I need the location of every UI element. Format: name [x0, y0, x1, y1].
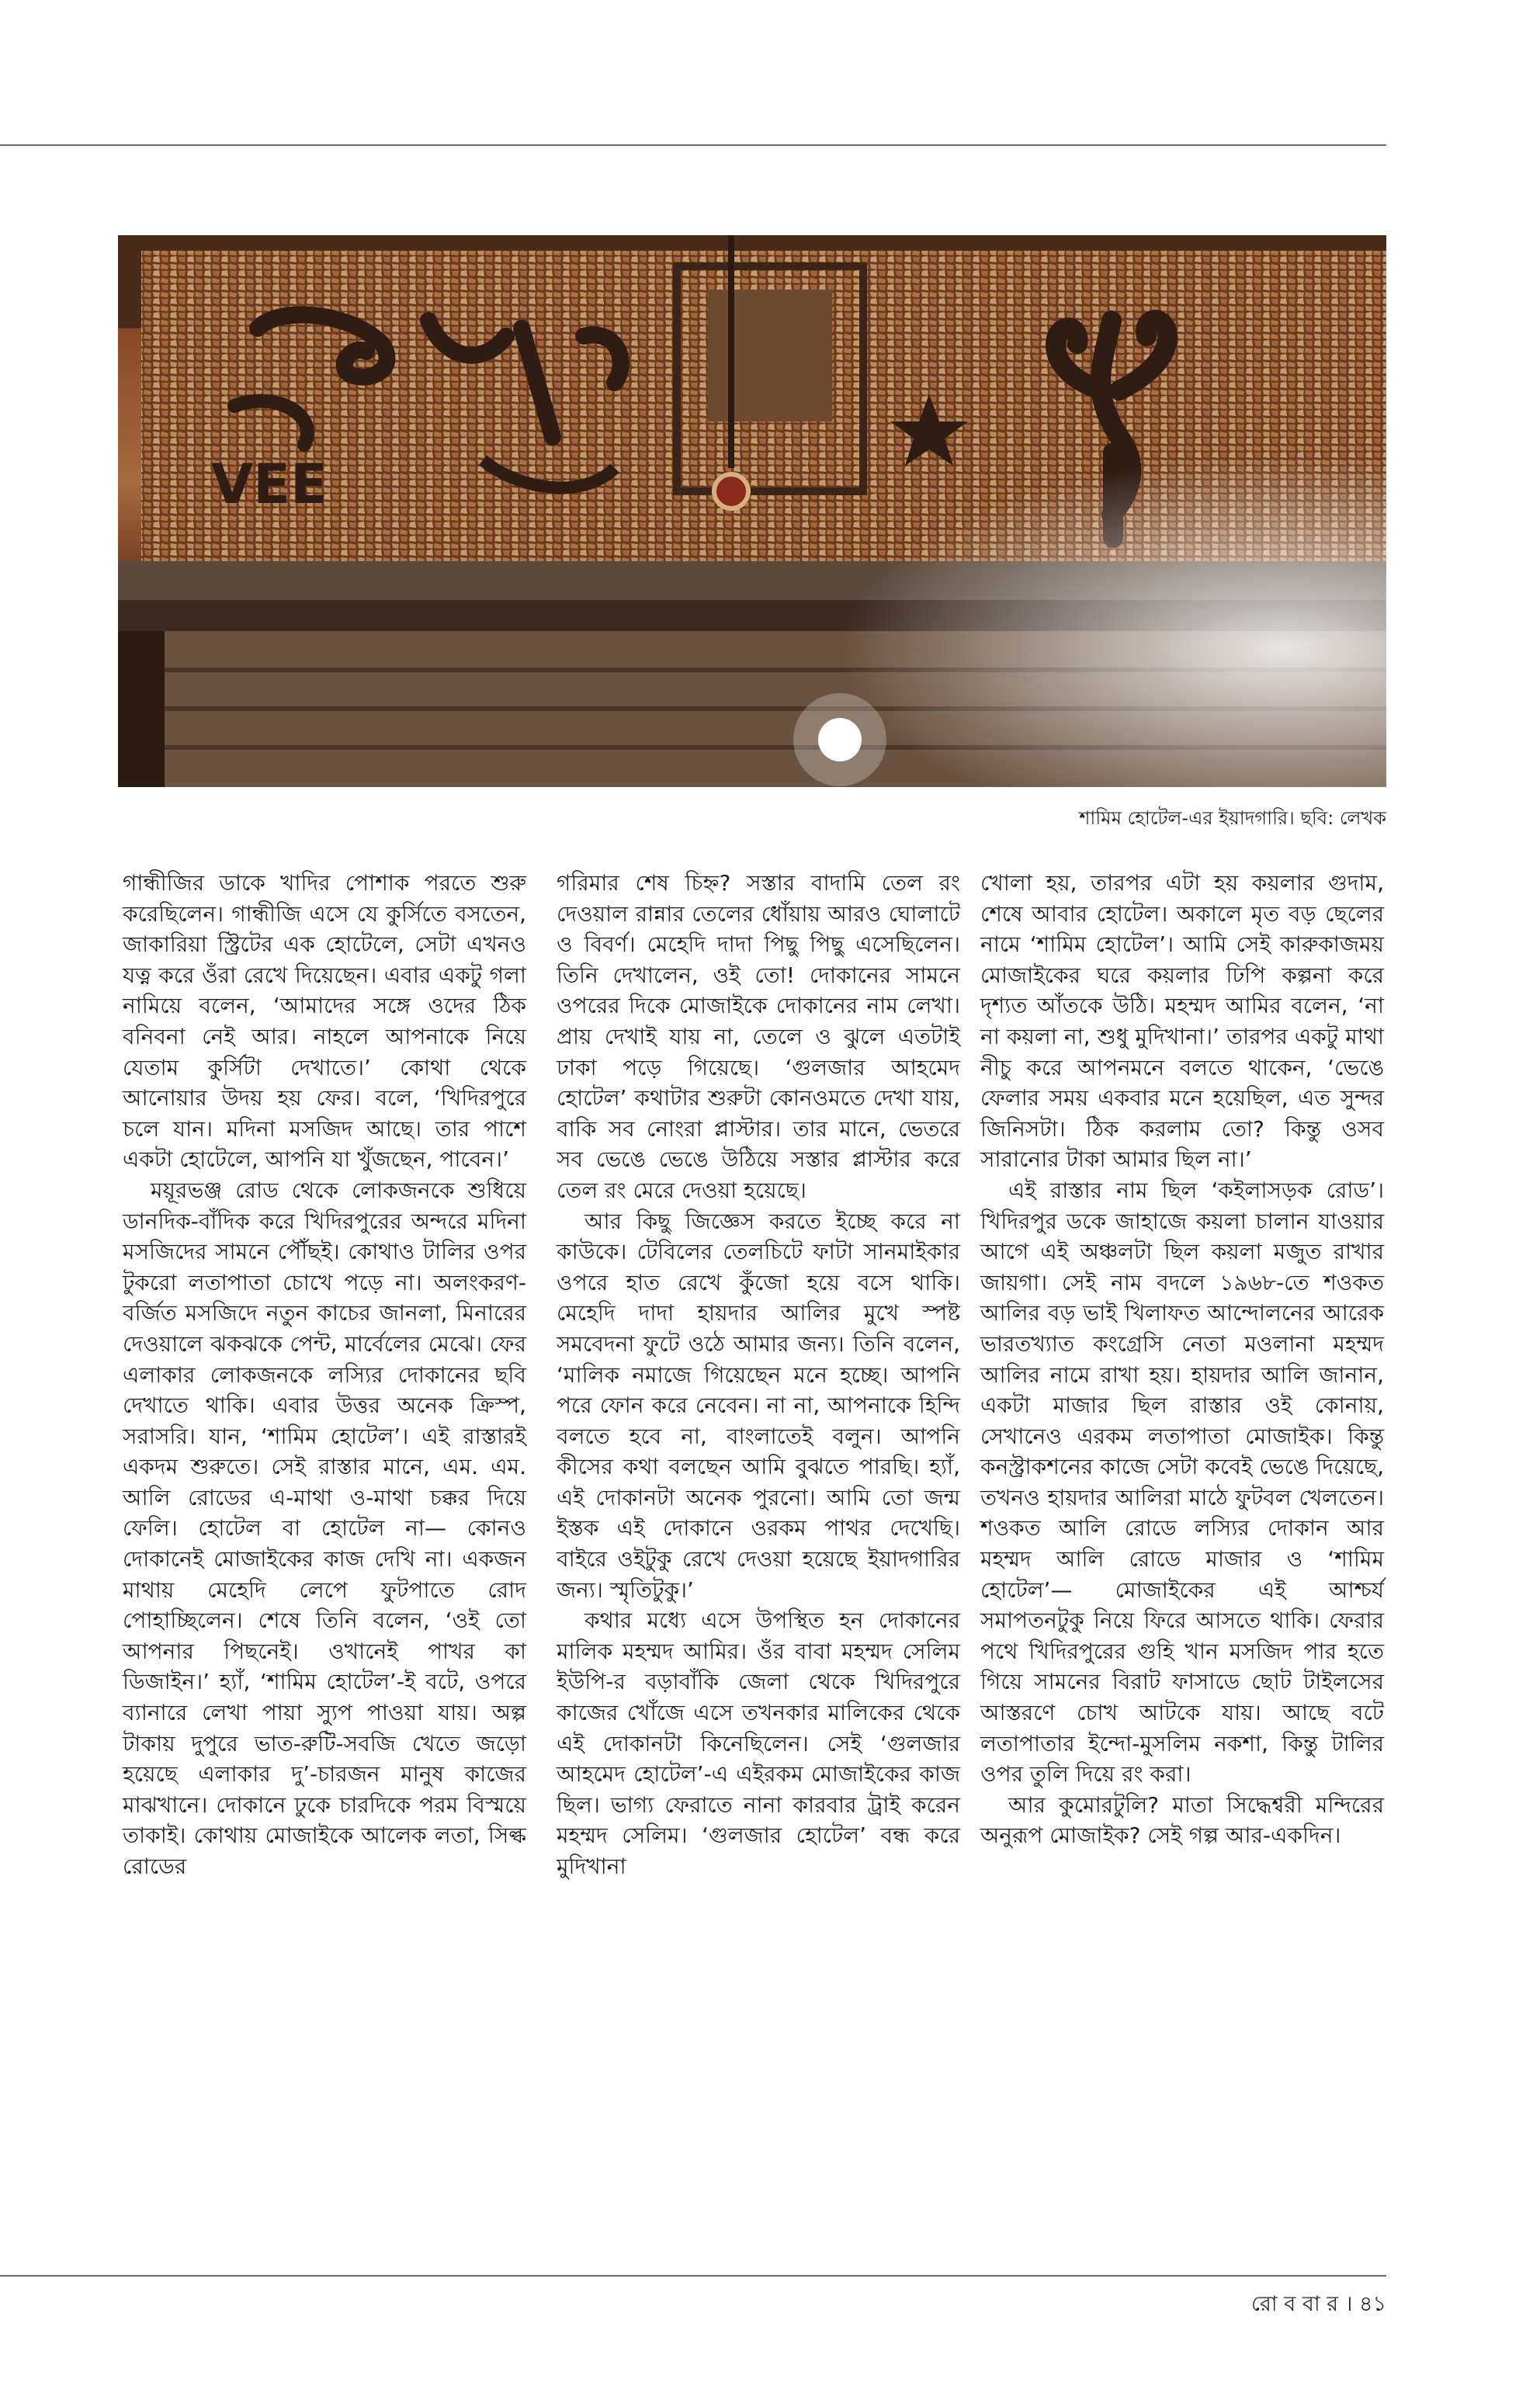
photo-caption: শামিম হোটেল-এর ইয়াদগারি। ছবি: লেখক: [1079, 807, 1386, 829]
article-column-3: [980, 868, 1384, 1851]
footer-separator: ।: [1344, 2292, 1353, 2316]
paragraph: গান্ধীজির ডাকে খাদির পোশাক পরতে শুরু করেছিলেন। গান্ধীজি এসে যে কুর্সিতে বসতেন, জাকারিয়া স্ট্রিটের এক হোটেলে, সেটা এখনও যত্ন করে ওঁরা রেখে দিয়েছেন। এবার একটু গলা নামিয়ে বলেন, ‘আমাদের সঙ্গে ওদের ঠিক বনিবনা নেই আর। নাহলে আপনাকে নিয়ে যেতাম কুর্সিটা দেখাতে।’ কোথা থেকে আনোয়ার উদয় হয় ফের। বলে, ‘খিদিরপুরে চলে যান। মদিনা মসজিদ আছে। তার পাশে একটা হোটেলে, আপনি যা খুঁজছেন, পাবেন।’: [123, 870, 526, 1173]
bottom-rule: [0, 2275, 1386, 2277]
paragraph: আর কিছু জিজ্ঞেস করতে ইচ্ছে করে না কাউকে। টেবিলের তেলচিটে ফাটা সানমাইকার ওপরে হাত রেখে কুঁজো হয়ে বসে থাকি। মেহেদি দাদা হায়দার আলির মুখে স্পষ্ট সমবেদনা ফুটে ওঠে আমার জন্য। তিনি বলেন, ‘মালিক নমাজে গিয়েছেন মনে হচ্ছে। আপনি পরে ফোন করে নেবেন। না না, আপনাকে হিন্দি বলতে হবে না, বাংলাতেই বলুন। আপনি কীসের কথা বলছেন আমি বুঝতে পারছি। হ্যাঁ, এই দোকানটা অনেক পুরনো। আমি তো জন্ম ইস্তক এই দোকানে ওরকম পাথর দেখেছি। বাইরে ওইটুকু রেখে দেওয়া হয়েছে ইয়াদগারির জন্য। স্মৃতিটুকু।’: [557, 1208, 960, 1603]
paragraph: ময়ূরভঞ্জ রোড থেকে লোকজনকে শুধিয়ে ডানদিক-বাঁদিক করে খিদিরপুরের অন্দরে মদিনা মসজিদের সামনে পৌঁছই। কোথাও টালির ওপর টুকরো লতাপাতা চোখে পড়ে না। অলংকরণ-বর্জিত মসজিদে নতুন কাচের জানলা, মিনারের দেওয়ালে ঝকঝকে পেন্ট, মার্বেলের মেঝে। ফের এলাকার লোকজনকে লস্যির দোকানের ছবি দেখাতে থাকি। এবার উত্তর অনেক ক্রিস্প, সরাসরি। যান, ‘শামিম হোটেল’। এই রাস্তারই একদম শুরুতে। সেই রাস্তার মানে, এম. এম. আলি রোডের এ-মাথা ও-মাথা চক্কর দিয়ে ফেলি। হোটেল বা হোটেল না— কোনও দোকানেই মোজাইকের কাজ দেখি না। একজন মাথায় মেহেদি লেপে ফুটপাতে রোদ পোহাচ্ছিলেন। শেষে তিনি বলেন, ‘ওই তো আপনার পিছনেই। ওখানেই পাখর কা ডিজাইন।’ হ্যাঁ, ‘শামিম হোটেল’-ই বটে, ওপরে ব্যানারে লেখা পায়া স্যুপ পাওয়া যায়। অল্প টাকায় দুপুরে ভাত-রুটি-সবজি খেতে জড়ো হয়েছে এলাকার দু’-চারজন মানুষ কাজের মাঝখানে। দোকানে ঢুকে চারদিকে পরম বিস্ময়ে তাকাই। কোথায় মোজাইকে আলেক লতা, সিল্ক রোডের: [123, 1177, 526, 1879]
paragraph: গরিমার শেষ চিহ্ন? সস্তার বাদামি তেল রং দেওয়াল রান্নার তেলের ধোঁয়ায় আরও ঘোলাটে ও বিবর্ণ। মেহেদি দাদা পিছু পিছু এসেছিলেন। তিনি দেখালেন, ওই তো! দোকানের সামনে ওপরের দিকে মোজাইকে দোকানের নাম লেখা। প্রায় দেখাই যায় না, তেলে ও ঝুলে এতটাই ঢাকা পড়ে গিয়েছে। ‘গুলজার আহমেদ হোটেল’ কথাটার শুরুটা কোনওমতে দেখা যায়, বাকি সব নোংরা প্লাস্টার। তার মানে, ভেতরে সব ভেঙে ভেঙে উঠিয়ে সস্তার প্লাস্টার করে তেল রং মেরে দেওয়া হয়েছে।: [557, 870, 960, 1203]
article-column-1: [123, 868, 526, 1882]
magazine-name: রো ব বা র: [1250, 2292, 1339, 2316]
page-footer: [1251, 2288, 1386, 2323]
mosaic-illustration: [118, 235, 1386, 787]
paragraph: এই রাস্তার নাম ছিল ‘কইলাসড়ক রোড’। খিদিরপুর ডকে জাহাজে কয়লা চালান যাওয়ার আগে এই অঞ্চলটা ছিল কয়লা মজুত রাখার জায়গা। সেই নাম বদলে ১৯৬৮-তে শওকত আলির বড় ভাই খিলাফত আন্দোলনের আরেক ভারতখ্যাত কংগ্রেসি নেতা মওলানা মহম্মদ আলির নামে রাখা হয়। হায়দার আলি জানান, একটা মাজার ছিল রাস্তার ওই কোনায়, সেখানেও এরকম লতাপাতা মোজাইক। কিন্তু কনস্ট্রাকশনের কাজে সেটা কবেই ভেঙে দিয়েছে, তখনও হায়দার আলিরা মাঠে ফুটবল খেলতেন। শওকত আলি রোডে লস্যির দোকান আর মহম্মদ আলি রোডে মাজার ও ‘শামিম হোটেল’— মোজাইকের এই আশ্চর্য সমাপতনটুকু নিয়ে ফিরে আসতে থাকি। ফেরার পথে খিদিরপুরের গুহি খান মসজিদ পার হতে গিয়ে সামনের বিরাট ফাসাডে ছোট টাইলসের আস্তরণে চোখ আটকে যায়। আছে বটে লতাপাতার ইন্দো-মুসলিম নকশা, কিন্তু টালির ওপর তুলি দিয়ে রং করা।: [980, 1177, 1384, 1788]
article-column-2: [557, 868, 960, 1882]
paragraph: কথার মধ্যে এসে উপস্থিত হন দোকানের মালিক মহম্মদ আমির। ওঁর বাবা মহম্মদ সেলিম ইউপি-র বড়াবাঁকি জেলা থেকে খিদিরপুরে কাজের খোঁজে এসে তখনকার মালিকের থেকে এই দোকানটা কিনেছিলেন। সেই ‘গুলজার আহমেদ হোটেল’-এ এইরকম মোজাইকের কাজ ছিল। ভাগ্য ফেরাতে নানা কারবার ট্রাই করেন মহম্মদ সেলিম। ‘গুলজার হোটেল’ বন্ধ করে মুদিখানা: [557, 1607, 960, 1879]
paragraph: আর কুমোরটুলি? মাতা সিদ্ধেশ্বরী মন্দিরের অনুরূপ মোজাইক? সেই গল্প আর-একদিন।: [980, 1791, 1384, 1849]
top-rule: [0, 144, 1386, 146]
paragraph: খোলা হয়, তারপর এটা হয় কয়লার গুদাম, শেষে আবার হোটেল। অকালে মৃত বড় ছেলের নামে ‘শামিম হোটেল’। আমি সেই কারুকাজময় মোজাইকের ঘরে কয়লার ঢিপি কল্পনা করে দৃশ্যত আঁতকে উঠি। মহম্মদ আমির বলেন, ‘না না কয়লা না, শুধু মুদিখানা।’ তারপর একটু মাথা নীচু করে আপনমনে বলতে থাকেন, ‘ভেঙে ফেলার সময় একবার মনে হয়েছিল, এত সুন্দর জিনিসটা। ঠিক করলাম তো? কিন্তু ওসব সারানোর টাকা আমার ছিল না।’: [980, 870, 1384, 1173]
page-number: ৪১: [1358, 2292, 1386, 2316]
article-photo: [118, 235, 1386, 787]
